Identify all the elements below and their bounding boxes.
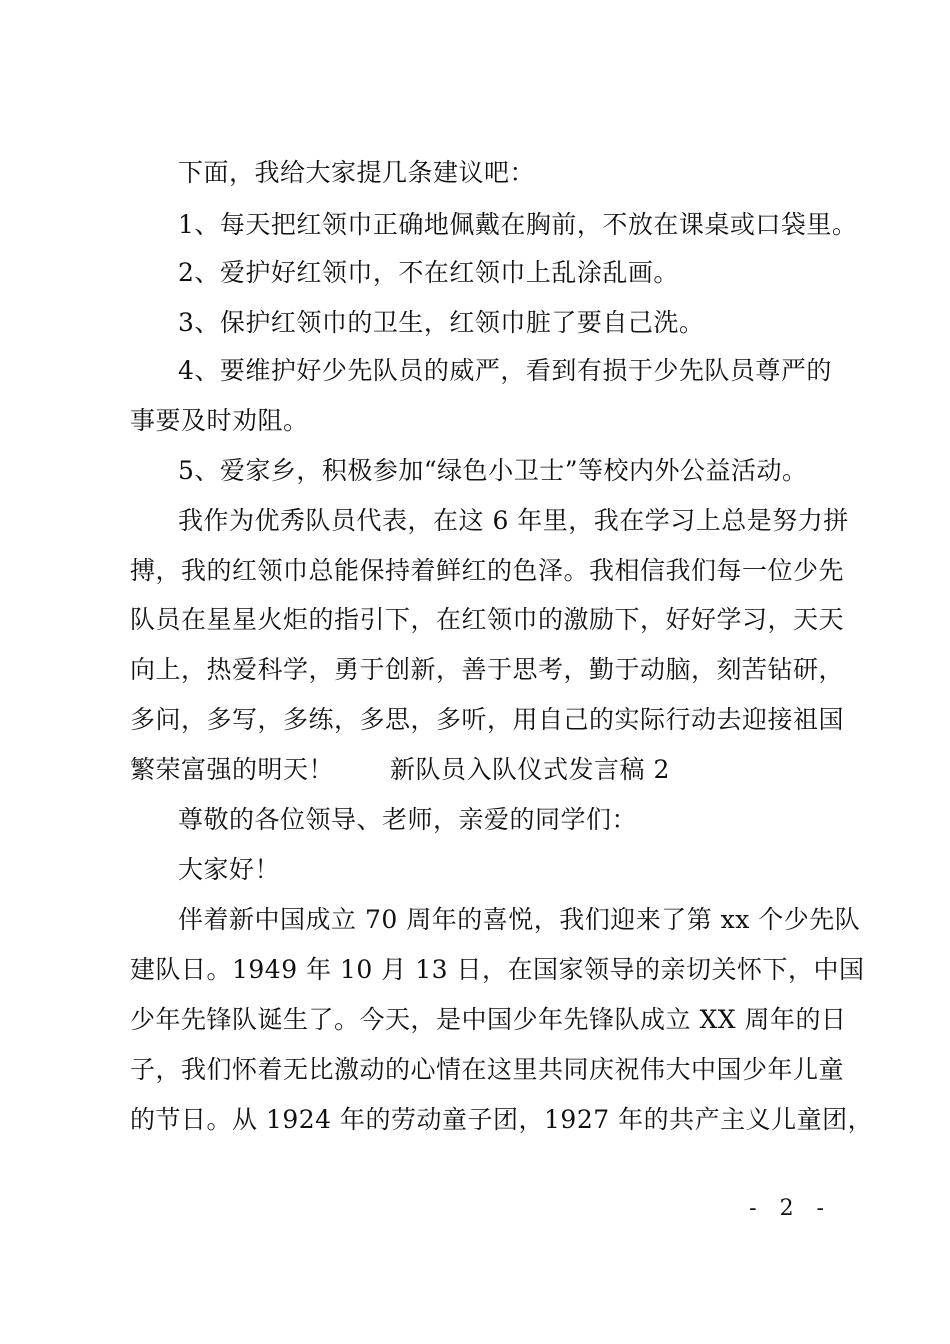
paragraph-end: 繁荣富强的明天！	[130, 755, 335, 784]
suggestion-4-line-2: 事要及时劝阻。	[130, 406, 309, 435]
paragraph-line: 多问，多写，多练，多思，多听，用自己的实际行动去迎接祖国	[130, 705, 845, 734]
paragraph-line: 搏，我的红领巾总能保持着鲜红的色泽。我相信我们每一位少先	[130, 556, 845, 585]
paragraph-line: 的节日。从 1924 年的劳动童子团，1927 年的共产主义儿童团，	[130, 1105, 874, 1134]
paragraph-line: 下面，我给大家提几条建议吧：	[178, 158, 536, 187]
paragraph-line: 建队日。1949 年 10 月 13 日，在国家领导的亲切关怀下，中国	[130, 955, 865, 984]
paragraph-line: 向上，热爱科学，勇于创新，善于思考，勤于动脑，刻苦钻研，	[130, 655, 845, 684]
paragraph-line-with-title	[130, 755, 842, 785]
suggestion-5: 5、爱家乡，积极参加“绿色小卫士”等校内外公益活动。	[178, 456, 808, 485]
paragraph-line: 队员在星星火炬的指引下，在红领巾的激励下，好好学习，天天	[130, 605, 845, 634]
paragraph-line: 我作为优秀队员代表，在这 6 年里，我在学习上总是努力拼	[178, 506, 849, 535]
suggestion-4-line-1: 4、要维护好少先队员的威严，看到有损于少先队员尊严的	[178, 356, 832, 385]
suggestion-2: 2、爱护好红领巾，不在红领巾上乱涂乱画。	[178, 258, 679, 287]
suggestion-3: 3、保护红领巾的卫生，红领巾脏了要自己洗。	[178, 308, 705, 337]
greeting: 尊敬的各位领导、老师，亲爱的同学们：	[178, 805, 638, 834]
paragraph-line: 子，我们怀着无比激动的心情在这里共同庆祝伟大中国少年儿童	[130, 1055, 845, 1084]
paragraph-line: 伴着新中国成立 70 周年的喜悦，我们迎来了第 xx 个少先队	[178, 905, 861, 934]
page-number: - 2 -	[749, 1196, 832, 1221]
greeting-hello: 大家好！	[178, 855, 281, 884]
section-title: 新队员入队仪式发言稿 2	[390, 755, 670, 784]
suggestion-1: 1、每天把红领巾正确地佩戴在胸前，不放在课桌或口袋里。	[178, 210, 858, 239]
paragraph-line: 少年先锋队诞生了。今天，是中国少年先锋队成立 XX 周年的日	[130, 1005, 847, 1034]
